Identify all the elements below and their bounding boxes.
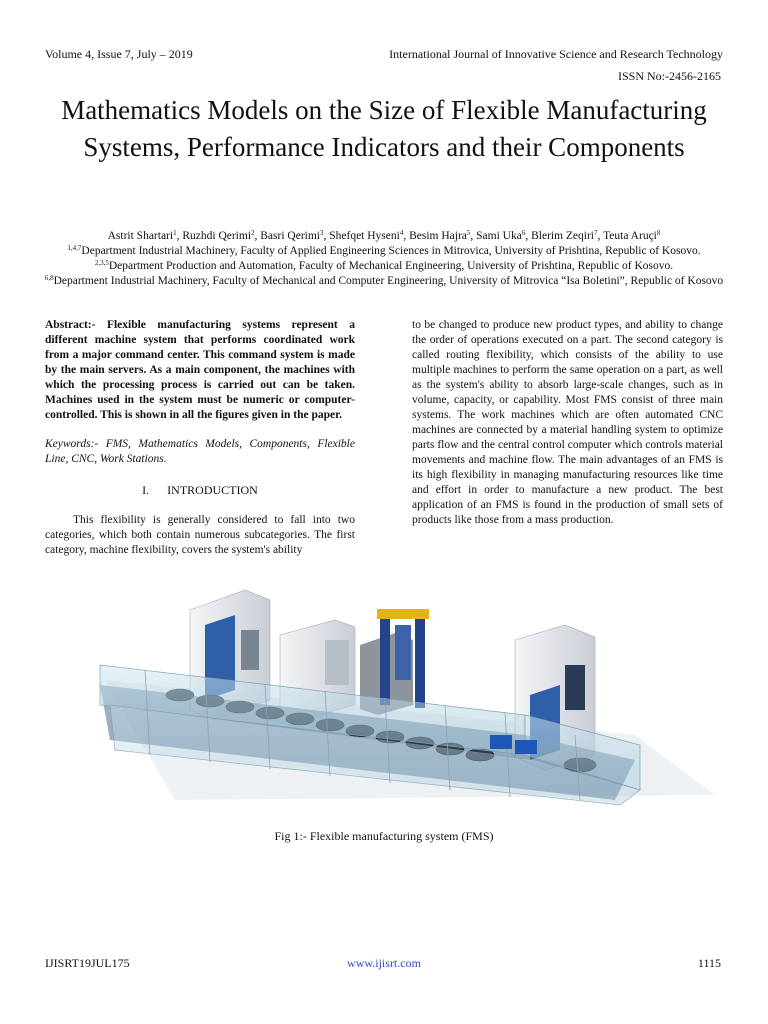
author: Ruzhdi Qerimi$^2$: [182, 229, 255, 242]
footer-page-number: 1115: [697, 956, 721, 970]
left-column: [45, 318, 355, 558]
author: Sami Uka$^6$: [476, 229, 526, 242]
section-heading: I. INTRODUCTION: [142, 483, 258, 497]
author: Shefqet Hyseni$^4$: [329, 229, 404, 242]
figure-caption: Fig 1:- Flexible manufacturing system (FMS): [274, 829, 494, 843]
running-header-issn: ISSN No:-2456-2165: [617, 69, 721, 83]
intro-paragraph-left: This flexibility is generally considered to fall into two categories, which both contain numerous subcategories. The first category, machine flexibility, covers the system's ability: [45, 514, 355, 556]
running-header-journal: International Journal of Innovative Science and Research Technology: [389, 47, 723, 61]
right-column: [412, 318, 723, 528]
fms-figure: [95, 585, 725, 825]
abstract: Abstract:- Flexible manufacturing systems represent a different machine system that performs coordinated work from a major command center. This command system is made by the main servers. As a main component, the machines with which the processing process is carried out can be taken. Machines used in the system must be numeric or computer-controlled. This is shown in all the figures given in the paper.: [45, 319, 355, 421]
author-list: Astrit Shartari$^1$, Ruzhdi Qerimi$^2$, Basri Qerimi$^3$, Shefqet Hyseni$^4$, Besim Hajra$^5$, Sami Uka$^6$, Blerim Zeqiri$^7$, Teuta Aruçi$^8$: [107, 229, 661, 242]
intro-paragraph-right: to be changed to produce new product types, and ability to change the order of operations executed on a part. The second category is called routing flexibility, which consists of the ability to use multiple machines to perform the same operation on a part, as well as the system's ability to absorb large-scale changes, such as in volume, capacity, or capability. Most FMS consist of three main systems. The work machines which are often automated CNC machines are connected by a material handling system to optimize parts flow and the central control computer which controls material movements and machine flow. The main advantages of an FMS is its high flexibility in managing manufacturing resources like time and effort in order to manufacture a new product. The best application of an FMS is found in the production of small sets of products like those from a mass production.: [412, 319, 723, 526]
affiliation-3: $^{6,8}$Department Industrial Machinery, Faculty of Mechanical and Computer Engineering, University of Mitrovica “Isa Boletini”, Republic of Kosovo: [44, 274, 724, 287]
affiliation-1: $^{1,4,7}$Department Industrial Machinery, Faculty of Applied Engineering Sciences in Mitrovica, University of Prishtina, Republic of Kosovo.: [67, 244, 701, 257]
footer-website-link[interactable]: www.ijisrt.com: [347, 956, 421, 970]
author: Astrit Shartari$^1$: [107, 229, 177, 242]
footer-paper-id: IJISRT19JUL175: [45, 956, 130, 970]
paper-title: Mathematics Models on the Size of Flexible Manufacturing Systems, Performance Indicators and their Components: [61, 95, 707, 162]
author: Blerim Zeqiri$^7$: [531, 229, 598, 242]
keywords: Keywords:- FMS, Mathematics Models, Components, Flexible Line, CNC, Work Stations.: [45, 438, 355, 465]
author: Teuta Aruçi$^8$: [603, 229, 661, 242]
affiliation-2: $^{2,3,5}$Department Production and Automation, Faculty of Mechanical Engineering, University of Prishtina, Republic of Kosovo.: [94, 259, 674, 272]
author: Basri Qerimi$^3$: [260, 229, 324, 242]
running-header-volume: Volume 4, Issue 7, July – 2019: [45, 47, 193, 61]
author: Besim Hajra$^5$: [409, 229, 471, 242]
